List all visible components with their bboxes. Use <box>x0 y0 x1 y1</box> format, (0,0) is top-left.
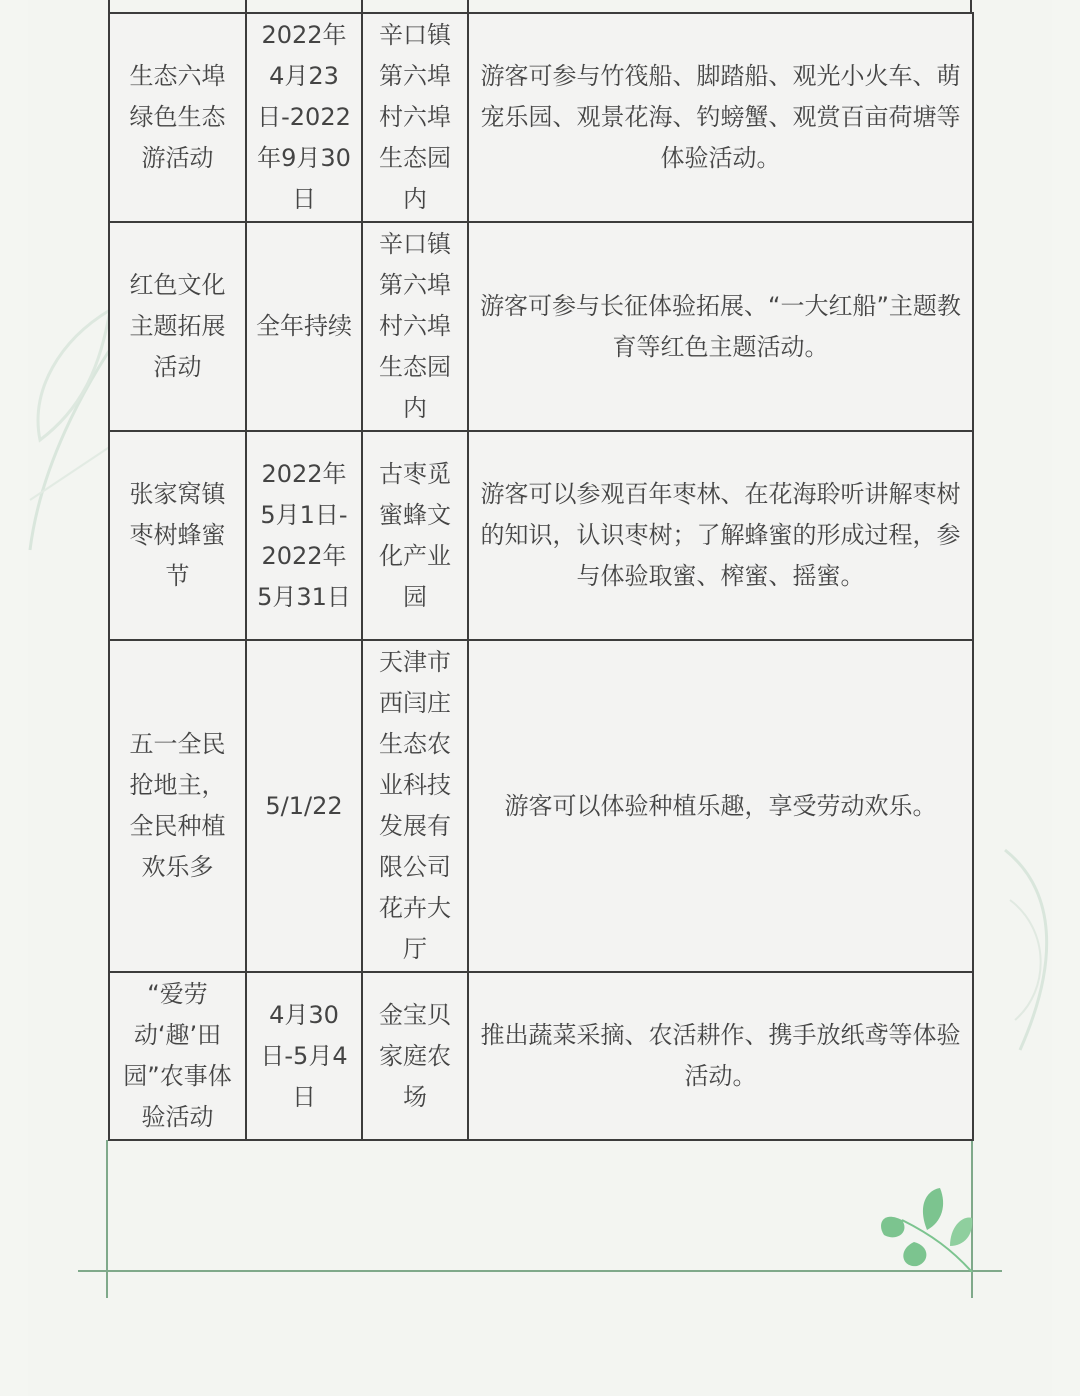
event-date-cell: 2022年4月23日-2022年9月30日 <box>246 13 362 222</box>
table-row <box>109 972 973 1140</box>
table-row <box>109 640 973 972</box>
event-name-cell: 五一全民抢地主，全民种植欢乐多 <box>109 640 246 972</box>
event-description-cell: 推出蔬菜采摘、农活耕作、携手放纸鸢等体验活动。 <box>468 972 973 1140</box>
event-location-cell: 天津市西闫庄生态农业科技发展有限公司花卉大厅 <box>362 640 468 972</box>
event-date-cell: 2022年5月1日-2022年5月31日 <box>246 431 362 640</box>
event-name-cell: 红色文化主题拓展活动 <box>109 222 246 431</box>
table-row <box>109 431 973 640</box>
table-row <box>109 222 973 431</box>
event-date-cell: 全年持续 <box>246 222 362 431</box>
event-location-cell: 金宝贝家庭农场 <box>362 972 468 1140</box>
frame-left-line <box>106 1140 108 1298</box>
events-table <box>108 12 974 1141</box>
event-name-cell: “爱劳动‘趣’田园”农事体验活动 <box>109 972 246 1140</box>
frame-bottom-line <box>78 1270 1002 1272</box>
event-description-cell: 游客可参与长征体验拓展、“一大红船”主题教育等红色主题活动。 <box>468 222 973 431</box>
background-leaf-right <box>1000 840 1060 1060</box>
event-date-cell: 4月30日-5月4日 <box>246 972 362 1140</box>
event-description-cell: 游客可以体验种植乐趣，享受劳动欢乐。 <box>468 640 973 972</box>
event-location-cell: 辛口镇第六埠村六埠生态园内 <box>362 13 468 222</box>
table-row <box>109 13 973 222</box>
event-name-cell: 张家窝镇枣树蜂蜜节 <box>109 431 246 640</box>
event-date-cell: 5/1/22 <box>246 640 362 972</box>
event-description-cell: 游客可参与竹筏船、脚踏船、观光小火车、萌宠乐园、观景花海、钓螃蟹、观赏百亩荷塘等体验活动。 <box>468 13 973 222</box>
event-description-cell: 游客可以参观百年枣林、在花海聆听讲解枣树的知识，认识枣树；了解蜂蜜的形成过程，参与体验取蜜、榨蜜、摇蜜。 <box>468 431 973 640</box>
event-location-cell: 古枣觅蜜蜂文化产业园 <box>362 431 468 640</box>
leaf-sprig-icon <box>872 1180 982 1280</box>
event-location-cell: 辛口镇第六埠村六埠生态园内 <box>362 222 468 431</box>
event-name-cell: 生态六埠绿色生态游活动 <box>109 13 246 222</box>
